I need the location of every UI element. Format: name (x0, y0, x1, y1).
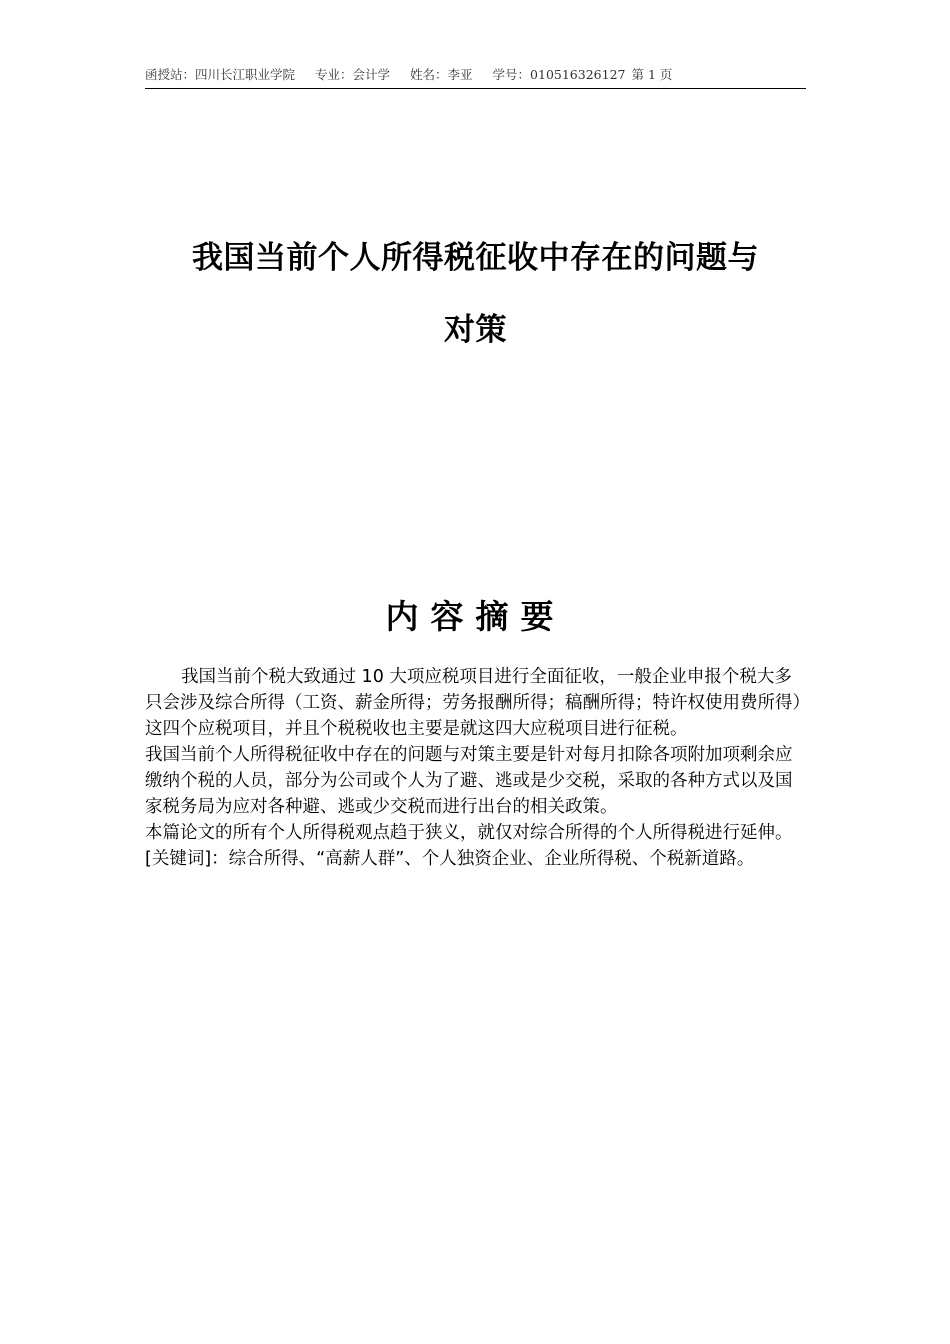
paper-title (145, 222, 806, 366)
paper-title-line-1: 我国当前个人所得税征收中存在的问题与 (192, 240, 759, 276)
header-page-number: 第 1 页 (631, 67, 673, 82)
keywords: [关键词]：综合所得、“高薪人群”、个人独资企业、企业所得税、个税新道路。 (145, 849, 755, 869)
paper-title-line-2: 对策 (444, 312, 507, 348)
header-major: 专业：会计学 (315, 67, 391, 82)
abstract-paragraph: 我国当前个人所得税征收中存在的问题与对策主要是针对每月扣除各项附加项剩余应缴纳个税的人员，部分为公司或个人为了避、逃或是少交税，采取的各种方式以及国家税务局为应对各种避、逃或少交税而进行出台的相关政策。 (145, 745, 793, 817)
header-school: 函授站：四川长江职业学院 (145, 67, 296, 82)
abstract-heading: 内容摘要 (385, 597, 566, 636)
page-header (145, 66, 806, 89)
header-student-id: 学号：010516326127 (492, 67, 626, 82)
abstract-body (145, 664, 806, 872)
abstract-paragraph: 我国当前个税大致通过 10 大项应税项目进行全面征收，一般企业申报个税大多只会涉及综合所得（工资、薪金所得；劳务报酬所得；稿酬所得；特许权使用费所得）这四个应税项目，并且个税税收也主要是就这四大应税项目进行征税。 (145, 667, 802, 739)
abstract-paragraph: 本篇论文的所有个人所得税观点趋于狭义，就仅对综合所得的个人所得税进行延伸。 (145, 823, 793, 843)
header-name: 姓名：李亚 (410, 67, 473, 82)
